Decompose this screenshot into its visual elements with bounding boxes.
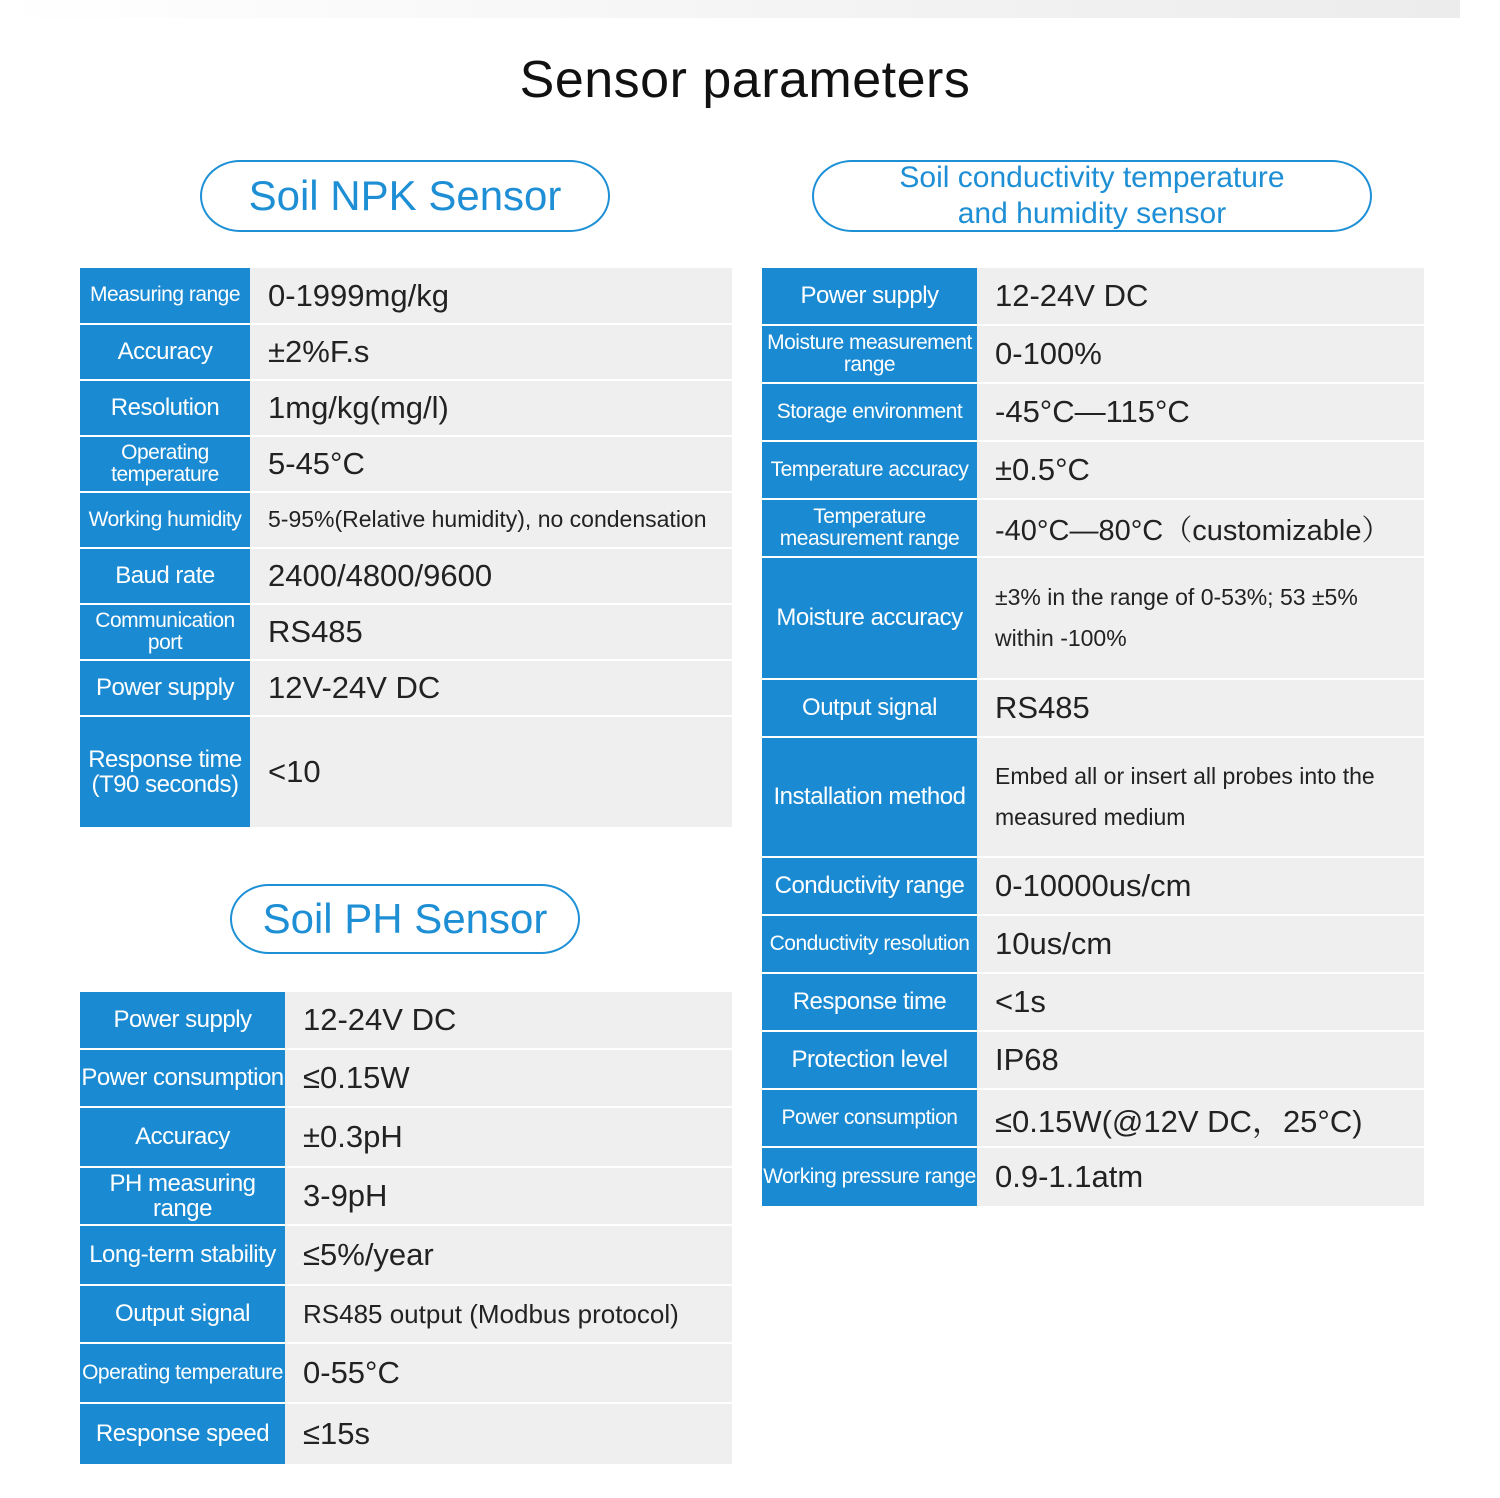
row-value: RS485 (977, 680, 1424, 738)
row-label: Response time (762, 974, 977, 1032)
row-value: ≤0.15W(@12V DC，25°C) (977, 1090, 1424, 1148)
row-label: Power consumption (762, 1090, 977, 1148)
row-value: <1s (977, 974, 1424, 1032)
row-label: Power consumption (80, 1050, 285, 1108)
conductivity-heading-line1: Soil conductivity temperature (899, 161, 1285, 194)
table-row (80, 549, 732, 605)
row-value: 12-24V DC (285, 992, 732, 1050)
row-label: Resolution (80, 381, 250, 437)
row-label: Conductivity range (762, 858, 977, 916)
row-label: Output signal (762, 680, 977, 738)
row-label: Output signal (80, 1286, 285, 1344)
table-row (80, 717, 732, 827)
row-label: Working pressure range (762, 1148, 977, 1206)
row-label: Installation method (762, 738, 977, 858)
table-row (762, 442, 1424, 500)
row-label: Response time (T90 seconds) (80, 717, 250, 827)
row-value: 12-24V DC (977, 268, 1424, 326)
conductivity-spec-table (762, 268, 1424, 1206)
row-label: Accuracy (80, 325, 250, 381)
row-label: Storage environment (762, 384, 977, 442)
row-label: Response speed (80, 1404, 285, 1464)
row-value: ±3% in the range of 0-53%; 53 ±5% within -100% (977, 558, 1424, 680)
row-value: 3-9pH (285, 1168, 732, 1226)
row-label: Power supply (762, 268, 977, 326)
table-row (762, 268, 1424, 326)
row-label: Working humidity (80, 493, 250, 549)
npk-sensor-heading: Soil NPK Sensor (200, 160, 610, 232)
table-row (80, 325, 732, 381)
row-value: ±0.3pH (285, 1108, 732, 1168)
row-value: <10 (250, 717, 732, 827)
table-row (80, 381, 732, 437)
table-row (762, 384, 1424, 442)
row-value: 2400/4800/9600 (250, 549, 732, 605)
row-value: Embed all or insert all probes into the measured medium (977, 738, 1424, 858)
table-row (80, 1344, 732, 1404)
row-value: ≤15s (285, 1404, 732, 1464)
row-value: ±2%F.s (250, 325, 732, 381)
row-value: -40°C—80°C（customizable） (977, 500, 1424, 558)
row-label: PH measuring range (80, 1168, 285, 1226)
row-label: Long-term stability (80, 1226, 285, 1286)
table-row (762, 916, 1424, 974)
table-row (80, 437, 732, 493)
table-row (762, 738, 1424, 858)
row-label: Power supply (80, 661, 250, 717)
row-value: ±0.5°C (977, 442, 1424, 500)
npk-spec-table (80, 268, 732, 827)
table-row (762, 974, 1424, 1032)
row-value: ≤5%/year (285, 1226, 732, 1286)
row-value: 12V-24V DC (250, 661, 732, 717)
row-value: ≤0.15W (285, 1050, 732, 1108)
row-label: Moisture accuracy (762, 558, 977, 680)
row-label: Measuring range (80, 268, 250, 325)
row-value: 0-1999mg/kg (250, 268, 732, 325)
table-row (80, 1168, 732, 1226)
table-row (762, 558, 1424, 680)
conductivity-sensor-heading (812, 160, 1372, 232)
row-label: Baud rate (80, 549, 250, 605)
row-value: -45°C—115°C (977, 384, 1424, 442)
page-title: Sensor parameters (519, 51, 971, 109)
row-label: Communication port (80, 605, 250, 661)
row-label: Accuracy (80, 1108, 285, 1168)
row-value: 10us/cm (977, 916, 1424, 974)
row-value: 1mg/kg(mg/l) (250, 381, 732, 437)
table-row (762, 1090, 1424, 1148)
row-value: 5-45°C (250, 437, 732, 493)
table-row (762, 1148, 1424, 1206)
row-label: Operating temperature (80, 1344, 285, 1404)
table-row (762, 1032, 1424, 1090)
ph-sensor-heading: Soil PH Sensor (230, 884, 580, 954)
row-value: 5-95%(Relative humidity), no condensation (250, 493, 732, 549)
row-label: Operating temperature (80, 437, 250, 493)
ph-spec-table (80, 992, 732, 1464)
row-label: Moisture measurement range (762, 326, 977, 384)
table-row (80, 992, 732, 1050)
table-row (762, 680, 1424, 738)
top-decor-band (0, 0, 1460, 18)
row-value: 0-55°C (285, 1344, 732, 1404)
table-row (80, 493, 732, 549)
table-row (762, 858, 1424, 916)
row-value: RS485 (250, 605, 732, 661)
conductivity-heading-line2: and humidity sensor (957, 197, 1227, 230)
table-row (80, 1286, 732, 1344)
row-value: 0-100% (977, 326, 1424, 384)
row-value: 0.9-1.1atm (977, 1148, 1424, 1206)
table-row (80, 268, 732, 325)
row-value: 0-10000us/cm (977, 858, 1424, 916)
row-value: IP68 (977, 1032, 1424, 1090)
table-row (80, 1108, 732, 1168)
table-row (80, 1404, 732, 1464)
table-row (80, 1226, 732, 1286)
row-label: Power supply (80, 992, 285, 1050)
table-row (80, 1050, 732, 1108)
row-label: Temperature accuracy (762, 442, 977, 500)
table-row (762, 500, 1424, 558)
table-row (80, 605, 732, 661)
row-value: RS485 output (Modbus protocol) (285, 1286, 732, 1344)
row-label: Protection level (762, 1032, 977, 1090)
table-row (762, 326, 1424, 384)
row-label: Conductivity resolution (762, 916, 977, 974)
row-label: Temperature measurement range (762, 500, 977, 558)
table-row (80, 661, 732, 717)
